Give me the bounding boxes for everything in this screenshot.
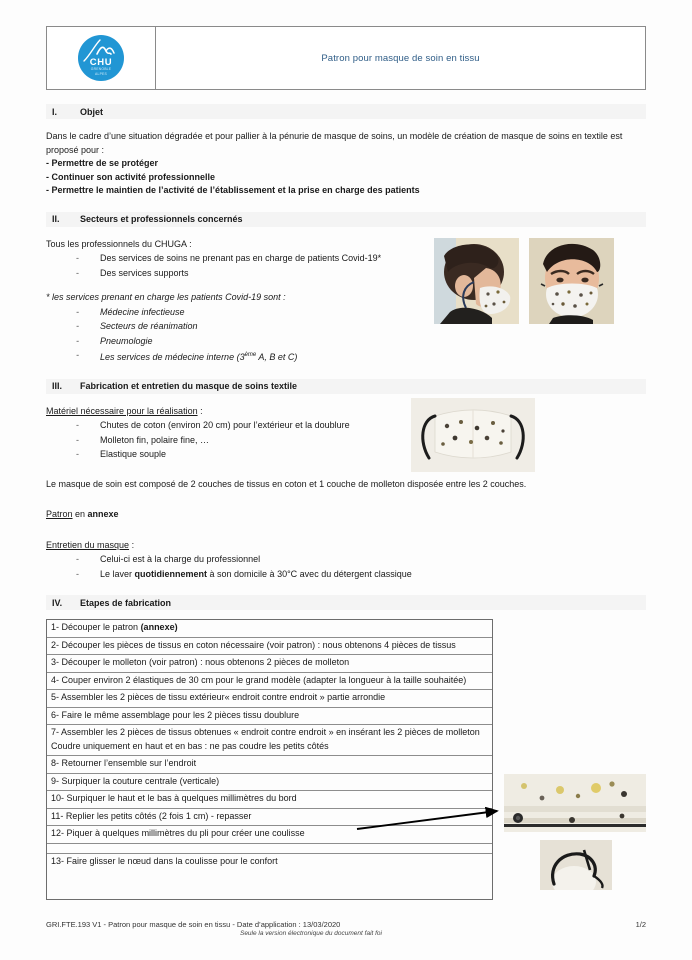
compose-paragraph: Le masque de soin est composé de 2 couches de tissus en coton et 1 couche de molleton disposée entre les 2 couches.: [46, 478, 527, 489]
table-row-spacer: [47, 844, 492, 854]
section-label-fabrication: Fabrication et entretien du masque de soins textile: [80, 381, 298, 391]
step-text: 7- Assembler les 2 pièces de tissus obtenues « endroit contre endroit » en insérant les 2 pièces de molleton: [51, 727, 480, 737]
patron-annexe-line: [46, 508, 646, 522]
step-text: 9- Surpiquer la couture centrale (verticale): [51, 775, 220, 786]
entretien-title-text: Entretien du masque: [46, 539, 130, 550]
secteurs-note: * les services prenant en charge les patients Covid-19 sont :: [46, 292, 286, 302]
list-item: - Des services supports: [76, 266, 646, 281]
chu-logo-icon: [78, 35, 124, 81]
section-heading-secteurs: [46, 212, 646, 227]
photo-mask-profile-view: [434, 238, 519, 324]
section-label-secteurs: Secteurs et professionnels concernés: [80, 214, 243, 224]
table-row: [47, 690, 492, 708]
step-text: 11- Replier les petits côtés (2 fois 1 cm) - repasser: [51, 810, 252, 821]
footer-note: Seule la version électronique du document fait foi: [239, 930, 382, 937]
section-label-etapes: Etapes de fabrication: [80, 597, 172, 608]
lavage-bold: quotidiennement: [134, 568, 208, 579]
step-text: 6- Faire le même assemblage pour les 2 pièces tissu doublure: [51, 709, 300, 720]
section-heading-objet: [46, 104, 646, 119]
step-text: 5- Assembler les 2 pièces de tissu extérieur« endroit contre endroit » partie arrondie: [51, 692, 386, 702]
entretien-title: [46, 539, 646, 553]
entretien-list: [46, 552, 646, 581]
objet-bullet-3: - Permettre le maintien de l’activité de l’établissement et la prise en charge des patients: [46, 185, 420, 195]
section-heading-fabrication: [46, 379, 646, 394]
section-number-iii: III.: [52, 381, 63, 391]
list-item: - Médecine infectieuse: [76, 305, 646, 320]
table-row: [47, 854, 492, 899]
patron-mid: en: [72, 509, 88, 519]
table-row: [47, 791, 492, 809]
list-item: - Elastique souple: [76, 447, 646, 462]
list-item: - Pneumologie: [76, 334, 646, 349]
step-text: 13- Faire glisser le nœud dans la coulisse pour le confort: [51, 855, 278, 866]
header-title-cell: [156, 27, 645, 89]
materiel-title-text: Matériel nécessaire pour la réalisation: [46, 405, 198, 416]
mi-superscript: ème: [244, 352, 257, 358]
materiel-title: [46, 405, 646, 419]
section-number-i: I.: [52, 106, 58, 117]
footer-page-number: 1/2: [635, 920, 646, 929]
patron-label: Patron: [46, 509, 73, 519]
logo-subtitle-text: [78, 67, 124, 76]
logo-chu-text: CHU: [89, 57, 113, 68]
secteurs-intro: Tous les professionnels du CHUGA :: [46, 238, 192, 249]
list-item: - Celui-ci est à la charge du professionnel: [76, 552, 646, 567]
table-row: [47, 708, 492, 726]
table-row: [47, 673, 492, 691]
list-item: - Chutes de coton (environ 20 cm) pour l’extérieur et la doublure: [76, 418, 646, 433]
step-text: 4- Couper environ 2 élastiques de 30 cm pour le grand modèle (adapter la longueur à la taille souhaitée): [51, 674, 467, 685]
document-header-table: [46, 26, 646, 90]
list-item-lavage: [76, 567, 646, 582]
section-heading-etapes: [46, 595, 646, 610]
photo-elastic-knot-detail: [540, 840, 612, 890]
list-item: - Secteurs de réanimation: [76, 319, 646, 334]
photo-finished-mask: [411, 398, 535, 472]
mi-suffix: A, B et C): [256, 352, 298, 362]
photo-mask-front-view: [529, 238, 614, 324]
section-label-objet: Objet: [80, 106, 104, 117]
table-row: [47, 756, 492, 774]
table-row: [47, 725, 492, 756]
photo-mask-casing-detail: [504, 774, 646, 832]
step-text: 3- Découper le molleton (voir patron) : nous obtenons 2 pièces de molleton: [51, 657, 350, 667]
step-text-continued: Coudre uniquement en haut et en bas : ne pas coudre les petits côtés: [51, 740, 329, 751]
document-content: [46, 0, 646, 900]
objet-bullet-1: - Permettre de se protéger: [46, 158, 159, 168]
table-row: [47, 655, 492, 673]
document-title: Patron pour masque de soin en tissu: [321, 52, 480, 64]
section-number-ii: II.: [52, 214, 60, 224]
logo-sub-line2: ALPES: [95, 71, 107, 76]
header-logo-cell: [47, 27, 156, 89]
lavage-b: à son domicile à 30°C avec du détergent classique: [207, 568, 412, 579]
entretien-title-colon: :: [129, 539, 135, 550]
table-row: [47, 638, 492, 656]
step-text-bold: (annexe): [140, 622, 178, 632]
objet-bullet-2: - Continuer son activité professionnelle: [46, 171, 216, 182]
step-text: 2- Découper les pièces de tissus en coton nécessaire (voir patron) : nous obtenons 4 pièces de tissus: [51, 639, 456, 650]
section-number-iv: IV.: [52, 597, 63, 608]
list-item: - Des services de soins ne prenant pas en charge de patients Covid-19*: [76, 251, 646, 266]
footer-main-line: [46, 920, 646, 929]
lavage-a: Le laver: [100, 568, 135, 579]
step-text: 10- Surpiquer le haut et le bas à quelques millimètres du bord: [51, 793, 297, 803]
table-row: [47, 620, 492, 638]
footer-reference: GRI.FTE.193 V1 - Patron pour masque de soin en tissu - Date d’application : 13/03/2020: [46, 920, 341, 929]
list-item-medecine-interne: [76, 348, 646, 365]
logo-sub-line1: GRENOBLE: [90, 67, 112, 71]
objet-intro-paragraph: Dans le cadre d’une situation dégradée et pour pallier à la pénurie de masque de soins, un modèle de création de masque de soins en textile est proposé pour :: [46, 131, 623, 155]
materiel-list: [46, 418, 646, 462]
table-row: [47, 774, 492, 792]
table-row: [47, 826, 492, 844]
fabrication-steps-table: [46, 619, 493, 900]
list-item: - Molleton fin, polaire fine, …: [76, 433, 646, 448]
mi-prefix: Les services de médecine interne (3: [100, 352, 245, 362]
document-footer: [46, 920, 646, 937]
step-text: 12- Piquer à quelques millimètres du pli pour créer une coulisse: [51, 828, 305, 838]
step-text: 1- Découper le patron: [51, 622, 141, 632]
patron-annexe-bold: annexe: [87, 509, 119, 519]
materiel-title-colon: :: [197, 405, 203, 416]
step-text: 8- Retourner l’ensemble sur l’endroit: [51, 758, 197, 768]
table-row: [47, 809, 492, 827]
